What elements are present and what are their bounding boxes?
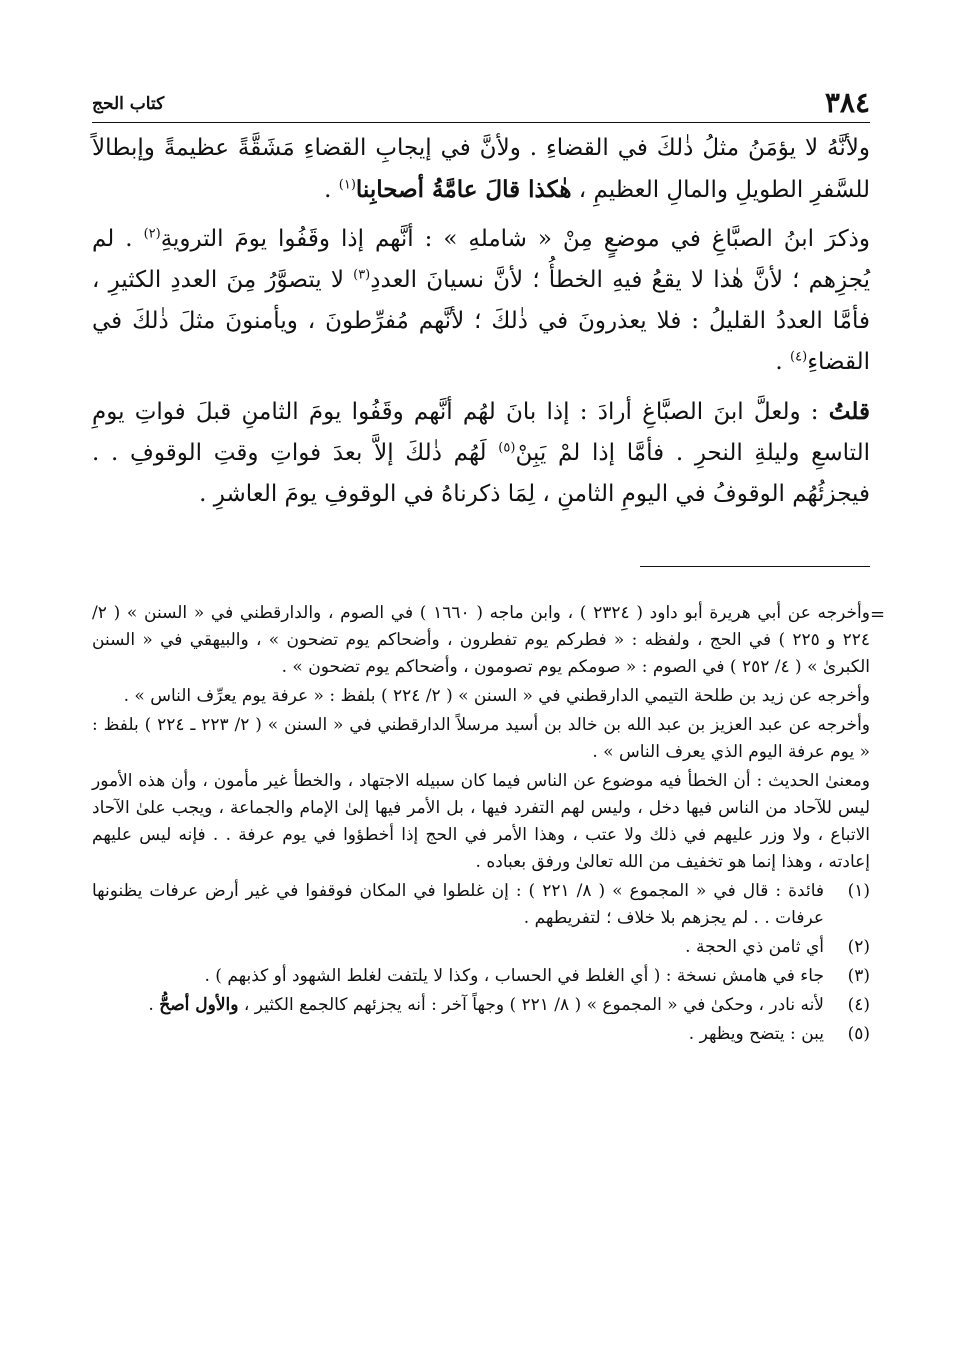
footnote-divider (640, 566, 870, 567)
footnote-text: فائدة : قال في « المجموع » ( ٨/ ٢٢١ ) : إن غلطوا في المكان فوقفوا في غير أرض عرفات يظنونها عرفات . . لم يجزهم بلا خلاف ؛ لتفريطهم . (92, 881, 825, 928)
main-paragraph-1-bold: هٰكذا قالَ عامَّةُ أصحابِنا (355, 176, 572, 203)
footnote-3 (92, 963, 870, 990)
continued-note-2: وأخرجه عن زيد بن طلحة التيمي الدارقطني في « السنن » ( ٢/ ٢٢٤ ) بلفظ : « عرفة يوم يعرِّف الناس » . (123, 686, 870, 706)
continued-note-1: وأخرجه عن أبي هريرة أبو داود ( ٢٣٢٤ ) ، وابن ماجه ( ١٦٦٠ ) في الصوم ، والدارقطني في « السنن » ( ٢/ ٢٢٤ و ٢٢٥ ) في الحج ، ولفظه : « فطركم يوم تفطرون ، وأضحاكم يوم تضحون » ، والبيهقي في « السنن الكبرىٰ » ( ٤/ ٢٥٢ ) في الصوم : « صومكم يوم تصومون ، وأضحاكم يوم تضحون » . (92, 603, 870, 677)
footnote-2 (92, 934, 870, 961)
main-paragraph-1-end: . (324, 177, 339, 203)
main-paragraph-2-a: وذكرَ ابنُ الصبَّاغِ في موضعٍ مِنْ « شاملهِ » : أنَّهم إذا وقَفُوا يومَ الترويةِ (160, 226, 871, 252)
footnote-4 (92, 992, 870, 1019)
footnote-text-end: . (148, 995, 160, 1015)
footnote-ref-3: (٣) (353, 267, 371, 283)
footnote-text: يبن : يتضح ويظهر . (688, 1024, 824, 1044)
footnote-ref-2: (٢) (143, 226, 161, 242)
page-number: ٣٨٤ (824, 86, 870, 119)
main-paragraph-3-a: : ولعلَّ ابنَ الصبَّاغِ أرادَ : إذا بانَ لهُم أنَّهم وقَفُوا يومَ الثامنِ قبلَ فواتِ يومِ التاسعِ وليلةِ النحرِ . فأمَّا إذا لمْ يَبِنْ (92, 399, 871, 466)
main-paragraph-3 (92, 391, 870, 515)
footnote-text: لأنه نادر ، وحكىٰ في « المجموع » ( ٨/ ٢٢١ ) وجهاً آخر : أنه يجزئهم كالجمع الكثير ، (238, 995, 824, 1015)
page-header (92, 86, 870, 123)
main-paragraph-3-b: لَهُم ذٰلكَ إلاَّ بعدَ فواتِ وقتِ الوقوفِ . . فيجزئُهُم الوقوفُ في اليومِ الثامنِ ، لِمَا ذكرناهُ في الوقوفِ يومَ العاشرِ . (92, 440, 870, 507)
main-paragraph-2-b: . لم يُجزِهم ؛ لأنَّ هٰذا لا يقعُ فيهِ الخطأُ ؛ لأنَّ نسيانَ العددِ (92, 226, 870, 293)
continued-note-3: وأخرجه عن عبد العزيز بن عبد الله بن خالد بن أسيد مرسلاً الدارقطني في « السنن » ( ٢/ ٢٢٣ ـ ٢٢٤ ) بلفظ : « يوم عرفة اليوم الذي يعرف الناس » . (92, 715, 870, 762)
main-text (92, 128, 870, 523)
main-paragraph-2 (92, 219, 870, 383)
footnote-5 (92, 1021, 870, 1048)
footnote-number: (٢) (847, 937, 870, 957)
footnote-number: (٤) (847, 995, 870, 1015)
footnote-text-wrapper (92, 992, 824, 1019)
footnote-ref-5: (٥) (498, 440, 516, 456)
footnote-ref-1: (١) (338, 177, 356, 193)
book-title: كتاب الحج (92, 94, 165, 114)
footnotes-area (92, 600, 870, 1050)
footnote-text: أي ثامن ذي الحجة . (685, 937, 824, 957)
main-paragraph-2-c: لا يتصوَّرُ مِنَ العددِ الكثيرِ ، فأمَّا العددُ القليلُ : فلا يعذرونَ في ذٰلكَ ؛ لأنَّهم مُفرِّطونَ ، ويأمنونَ مثلَ ذٰلكَ في القضاءِ (92, 267, 870, 375)
footnote-ref-4: (٤) (790, 349, 808, 365)
footnote-1 (92, 878, 870, 932)
footnote-text: جاء في هامش نسخة : ( أي الغلط في الحساب ، وكذا لا يلتفت لغلط الشهود أو كذبهم ) . (204, 966, 824, 986)
footnote-bold-text: والأول أصحُّ (159, 995, 239, 1015)
main-paragraph-2-end: . (775, 349, 791, 375)
continuation-mark: = (870, 604, 886, 625)
continued-note-4: ومعنىٰ الحديث : أن الخطأ فيه موضوع عن الناس فيما كان سبيله الاجتهاد ، والخطأ غير مأمون ، وأن هذه الأمور ليس للآحاد من الناس فيها دخل ، وليس لهم التفرد فيها ، بل الأمر فيها إلىٰ الإمام والجماعة ، ويجب علىٰ الآحاد الاتباع ، ولا وزر عليهم في ذلك ولا عتب ، وهذا الأمر في الحج إذا أخطؤوا في يوم عرفة . . فإنه ليس عليهم إعادته ، وهذا إنما هو تخفيف من الله تعالىٰ ورفق بعباده . (92, 771, 870, 872)
main-paragraph-1 (92, 128, 870, 211)
main-paragraph-3-bold: قلتُ (828, 398, 870, 425)
footnote-number: (٥) (847, 1024, 870, 1044)
main-paragraph-1-text: ولأنَّهُ لا يؤمَنُ مثلُ ذٰلكَ في القضاءِ . ولأنَّ في إيجابِ القضاءِ مَشَقَّةً عظيمةً وإبطالاً للسَّفرِ الطويلِ والمالِ العظيمِ ، (92, 135, 870, 203)
footnote-number: (٣) (847, 966, 870, 986)
footnote-number: (١) (847, 881, 870, 901)
